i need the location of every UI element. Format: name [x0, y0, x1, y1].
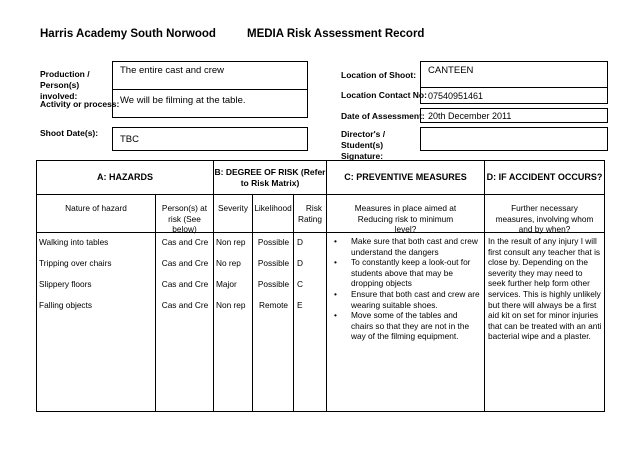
measure-item: • Make sure that both cast and crew understand the dangers [327, 236, 481, 257]
contact-field[interactable]: 07540951461 [420, 87, 608, 104]
col-nature: Nature of hazard [37, 195, 156, 232]
contact-label: Location Contact No: [341, 90, 427, 100]
col-severity: Severity [214, 195, 253, 232]
hazard-cell: Falling objects [39, 300, 93, 310]
persons-cell: Cas and Cre [161, 237, 209, 247]
signature-field[interactable] [420, 127, 608, 151]
hazard-cell: Walking into tables [39, 237, 109, 247]
risk-table [36, 160, 605, 412]
director-label: Director's / Student(s) Signature: [341, 129, 386, 161]
activity-label: Activity or process: [40, 99, 120, 109]
rating-cell: D [297, 258, 303, 268]
rating-cell: E [297, 300, 303, 310]
section-header-row [37, 161, 604, 195]
severity-cell: Non rep [216, 300, 246, 310]
measure-item: • To constantly keep a look-out for students above that may be dropping objects [327, 257, 481, 289]
rating-cell: D [297, 237, 303, 247]
likelihood-cell: Possible [257, 279, 290, 289]
col-further: Further necessary measures, involving whom and by when? [495, 203, 594, 235]
measure-item: • Ensure that both cast and crew are wearing suitable shoes. [327, 289, 481, 310]
likelihood-cell: Possible [257, 237, 290, 247]
measure-item: • Move some of the tables and chairs so that they are not in the way of the filming equipment. [327, 310, 481, 342]
col-measures: Measures in place aimed at Reducing risk to minimum level? [327, 195, 485, 232]
severity-cell: Major [216, 279, 237, 289]
hazard-cell: Slippery floors [39, 279, 92, 289]
section-b-heading: B: DEGREE OF RISK (Refer to Risk Matrix) [214, 161, 327, 194]
production-field[interactable]: The entire cast and crew [112, 61, 308, 90]
assessment-date-label: Date of Assessment: [341, 111, 425, 121]
col-rating: Risk Rating [294, 195, 327, 232]
rating-cell: C [297, 279, 303, 289]
section-c-heading: C: PREVENTIVE MEASURES [327, 161, 485, 194]
accident-response: In the result of any injury I will first consult any teacher that is close by. Depending on the severity they may need to seek further help form other services. This is highly unlikely but there will always be a first aid kit on set for minor injuries that can be treated with an anti bacterial wipe and a plaster. [488, 236, 602, 342]
section-d-heading: D: IF ACCIDENT OCCURS? [486, 172, 603, 182]
section-a-heading: A: HAZARDS [37, 161, 214, 194]
assessment-date-field[interactable]: 20th December 2011 [420, 108, 608, 123]
severity-cell: Non rep [216, 237, 246, 247]
persons-cell: Cas and Cre [161, 279, 209, 289]
production-label: Production / Person(s) involved: [40, 69, 90, 101]
document-title: MEDIA Risk Assessment Record [247, 28, 425, 40]
location-field[interactable]: CANTEEN [420, 61, 608, 88]
col-likelihood: Likelihood [253, 195, 294, 232]
location-label: Location of Shoot: [341, 70, 417, 80]
persons-cell: Cas and Cre [161, 300, 209, 310]
activity-field[interactable]: We will be filming at the table. [112, 89, 308, 118]
col-persons: Person(s) at risk (See below) [156, 195, 214, 232]
severity-cell: No rep [216, 258, 241, 268]
hazard-cell: Tripping over chairs [39, 258, 112, 268]
likelihood-cell: Possible [257, 258, 290, 268]
persons-cell: Cas and Cre [161, 258, 209, 268]
school-name: Harris Academy South Norwood [40, 28, 216, 40]
column-header-row [37, 195, 604, 233]
measures-list [327, 236, 481, 342]
shoot-dates-label: Shoot Date(s): [40, 128, 99, 138]
shoot-dates-field[interactable]: TBC [112, 127, 308, 151]
likelihood-cell: Remote [258, 300, 289, 310]
